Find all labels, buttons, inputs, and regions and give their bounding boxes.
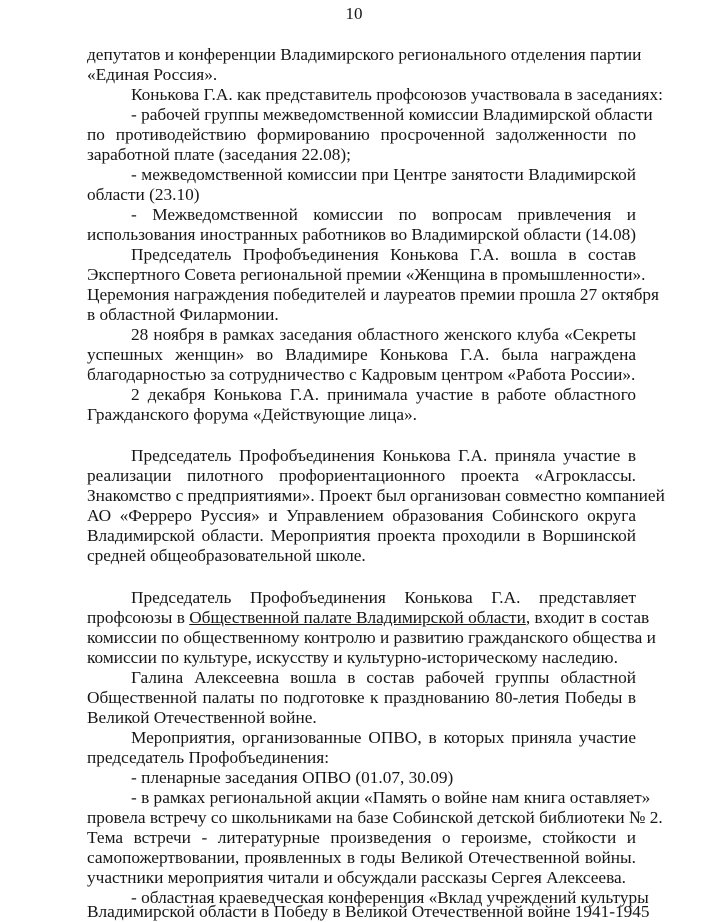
text-line: Владимирской области в Победу в Великой Отечественной войне 1941-1945	[87, 902, 650, 921]
text-fragment: профсоюзы в	[87, 608, 190, 627]
text-line: Владимирской области. Мероприятия проекта проходили в Воршинской	[87, 526, 636, 545]
page-number: 10	[345, 4, 363, 23]
text-line: по противодействию формированию просроченной задолженности по	[87, 125, 636, 144]
text-line: Председатель Профобъединения Конькова Г.А. вошла в состав	[131, 245, 636, 264]
text-line: участники мероприятия читали и обсуждали рассказы Сергея Алексеева.	[87, 868, 626, 887]
text-line: Экспертного Совета региональной премии «Женщина в промышленности».	[87, 265, 646, 284]
text-line: комиссии по общественному контролю и развитию гражданского общества и	[87, 628, 656, 647]
text-line: АО «Ферреро Руссия» и Управлением образования Собинского округа	[87, 506, 636, 525]
text-line: председатель Профобъединения:	[87, 748, 330, 767]
text-line: в областной Филармонии.	[87, 305, 279, 324]
text-line: - Межведомственной комиссии по вопросам привлечения и	[131, 205, 636, 224]
text-line: - областная краеведческая конференция «Вклад учреждений культуры	[131, 888, 649, 907]
text-line: реализации пилотного профориентационного проекта «Агроклассы.	[87, 466, 636, 485]
text-line: депутатов и конференции Владимирского регионального отделения партии	[87, 45, 642, 64]
text-line: заработной плате (заседания 22.08);	[87, 145, 351, 164]
text-line: самопожертвовании, проявленных в годы Великой Отечественной войны.	[87, 848, 636, 867]
text-line: Великой Отечественной войне.	[87, 708, 317, 727]
text-line: Председатель Профобъединения Конькова Г.А. приняла участие в	[131, 446, 636, 465]
text-line: - пленарные заседания ОПВО (01.07, 30.09)	[131, 768, 454, 787]
text-line: Тема встречи - литературные произведения о героизме, стойкости и	[87, 828, 636, 847]
text-line: 28 ноября в рамках заседания областного женского клуба «Секреты	[131, 325, 636, 344]
text-line	[87, 608, 650, 628]
text-line: Церемония награждения победителей и лауреатов премии прошла 27 октября	[87, 285, 659, 304]
text-line: Мероприятия, организованные ОПВО, в которых приняла участие	[131, 728, 636, 747]
text-line: Конькова Г.А. как представитель профсоюзов участвовала в заседаниях:	[131, 85, 663, 104]
text-line: Галина Алексеевна вошла в состав рабочей группы областной	[131, 668, 636, 687]
text-line: «Единая Россия».	[87, 65, 218, 84]
text-line: комиссии по культуре, искусству и культурно-историческому наследию.	[87, 648, 618, 667]
text-fragment: , входит в состав	[525, 608, 650, 627]
text-line: провела встречу со школьниками на базе Собинской детской библиотеки № 2.	[87, 808, 663, 827]
public-chamber-link[interactable]: Общественной палате Владимирской области	[189, 608, 526, 627]
text-line: использования иностранных работников во Владимирской области (14.08)	[87, 225, 636, 244]
text-line: средней общеобразовательной школе.	[87, 546, 366, 565]
text-line: Знакомство с предприятиями». Проект был организован совместно компанией	[87, 486, 665, 505]
text-line: 2 декабря Конькова Г.А. принимала участие в работе областного	[131, 385, 636, 404]
text-line: благодарностью за сотрудничество с Кадровым центром «Работа России».	[87, 365, 636, 384]
text-line: - в рамках региональной акции «Память о войне нам книга оставляет»	[131, 788, 651, 807]
text-line: успешных женщин» во Владимире Конькова Г.А. была награждена	[87, 345, 636, 364]
text-line: области (23.10)	[87, 185, 200, 204]
text-line: Гражданского форума «Действующие лица».	[87, 405, 417, 424]
text-line: Общественной палаты по подготовке к празднованию 80-летия Победы в	[87, 688, 636, 707]
text-line: - рабочей группы межведомственной комиссии Владимирской области	[131, 105, 653, 124]
text-line: - межведомственной комиссии при Центре занятости Владимирской	[131, 165, 636, 184]
text-line: Председатель Профобъединения Конькова Г.А. представляет	[131, 588, 636, 607]
